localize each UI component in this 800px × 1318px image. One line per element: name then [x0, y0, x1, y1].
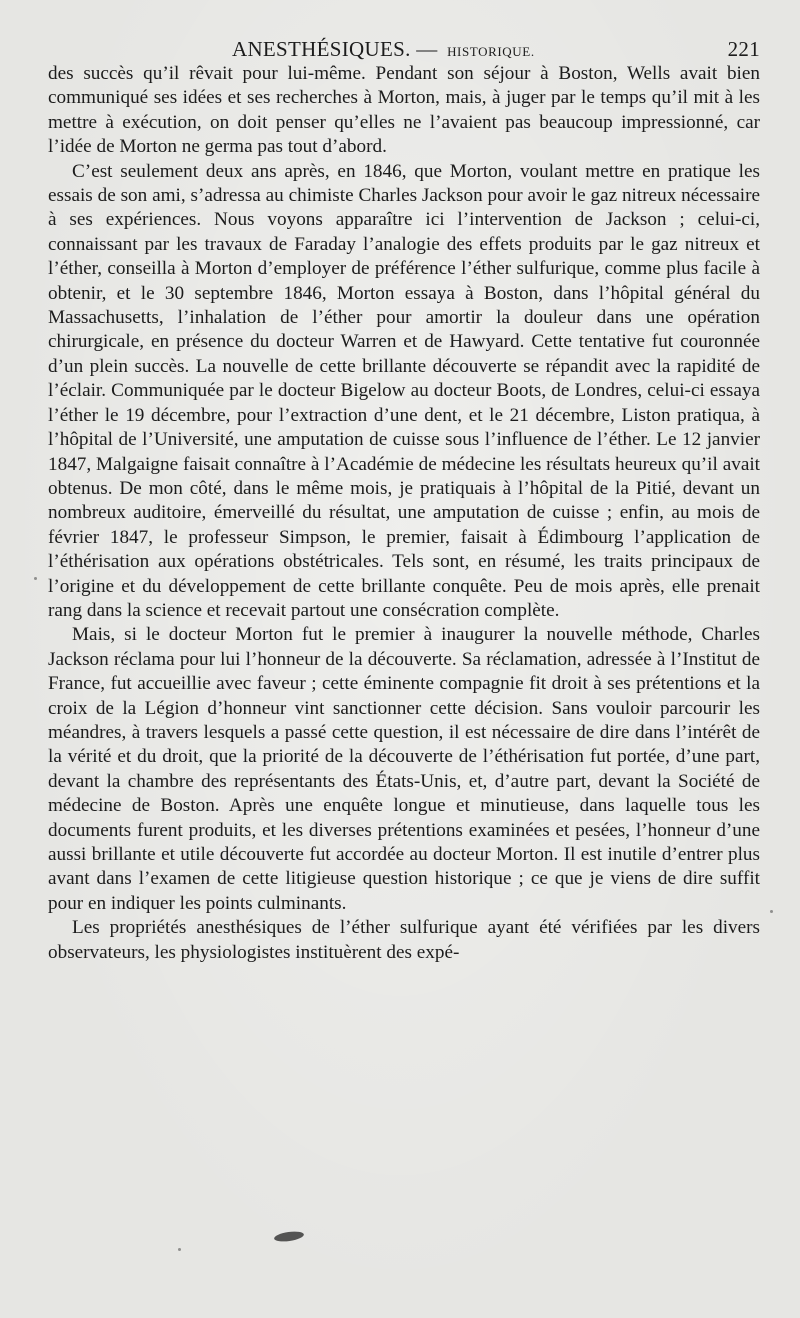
paragraph-1: des succès qu’il rêvait pour lui-même. Pendant son séjour à Boston, Wells avait bien communiqué ses idées et ses recherches à Morton, mais, à juger par le temps qu’il mit à les mettre à exécution, on doit penser qu’elles ne l’avaient pas beaucoup impressionné, car l’idée de Morton ne germa pas tout d’abord. — [48, 63, 760, 158]
ink-smudge — [274, 1230, 305, 1243]
ink-speck — [770, 910, 773, 913]
paragraph-4: Les propriétés anesthésiques de l’éther sulfurique ayant été vérifiées par les divers observateurs, les physiologistes instituèrent des expé- — [48, 917, 760, 963]
running-head — [48, 34, 760, 64]
paragraph-3: Mais, si le docteur Morton fut le premier à inaugurer la nouvelle méthode, Charles Jackson réclama pour lui l’honneur de la découverte. Sa réclamation, adressée à l’Institut de France, fut accueillie avec faveur ; cette éminente compagnie fit droit à ses prétentions et la croix de la Légion d’honneur vint sanctionner cette décision. Sans vouloir parcourir les méandres, à travers lesquels a passé cette question, il est nécessaire de dire dans l’intérêt de la vérité et du droit, que la priorité de la découverte de l’éthérisation fut portée, d’une part, devant la chambre des représentants des États-Unis, et, d’autre part, devant la Société de médecine de Boston. Après une enquête longue et minutieuse, dans laquelle tous les documents furent produits, et les diverses prétentions examinées et pesées, l’honneur d’une aussi brillante et utile découverte fut accordée au docteur Morton. Il est inutile d’entrer plus avant dans l’examen de cette litigieuse question historique ; ce que je viens de dire suffit pour en indiquer les points culminants. — [48, 624, 760, 914]
ink-speck — [178, 1248, 181, 1251]
paragraph-2: C’est seulement deux ans après, en 1846, que Morton, voulant mettre en pratique les essais de son ami, s’adressa au chimiste Charles Jackson pour avoir le gaz nitreux nécessaire à ses expériences. Nous voyons apparaître ici l’intervention de Jackson ; celui-ci, connaissant par les travaux de Faraday l’analogie des effets produits par le gaz nitreux et l’éther, conseilla à Morton d’employer de préférence l’éther sulfurique, comme plus facile à obtenir, et le 30 septembre 1846, Morton essaya à Boston, dans l’hôpital général du Massachusetts, l’inhalation de l’éther pour amortir la douleur dans une opération chirurgicale, en présence du docteur Warren et de Hawyard. Cette tentative fut couronnée d’un plein succès. La nouvelle de cette brillante découverte se répandit avec la rapidité de l’éclair. Communiquée par le docteur Bigelow au docteur Boots, de Londres, celui-ci essaya l’éther le 19 décembre, pour l’extraction d’une dent, et le 21 décembre, Liston pratiqua, à l’hôpital de l’Université, une amputation de cuisse sous l’influence de l’éther. Le 12 janvier 1847, Malgaigne faisait connaître à l’Académie de médecine les résultats heureux qu’il avait obtenus. De mon côté, dans le même mois, je pratiquais à l’hôpital de la Pitié, devant un nombreux auditoire, émerveillé du résultat, une amputation de cuisse ; enfin, au mois de février 1847, le professeur Simpson, le premier, faisait à Édimbourg l’application de l’éthérisation aux opérations obstétricales. Tels sont, en résumé, les traits principaux de l’origine et du développement de cette brillante conquête. Peu de mois après, elle prenait rang dans la science et recevait partout une consécration complète. — [48, 160, 760, 621]
body-text — [48, 62, 760, 965]
running-title — [232, 34, 535, 67]
section-subtitle: HISTORIQUE. — [447, 44, 535, 59]
chapter-title: ANESTHÉSIQUES. — [232, 37, 411, 61]
title-separator: — — [416, 37, 438, 61]
page-number: 221 — [727, 37, 760, 61]
ink-speck — [34, 577, 37, 580]
